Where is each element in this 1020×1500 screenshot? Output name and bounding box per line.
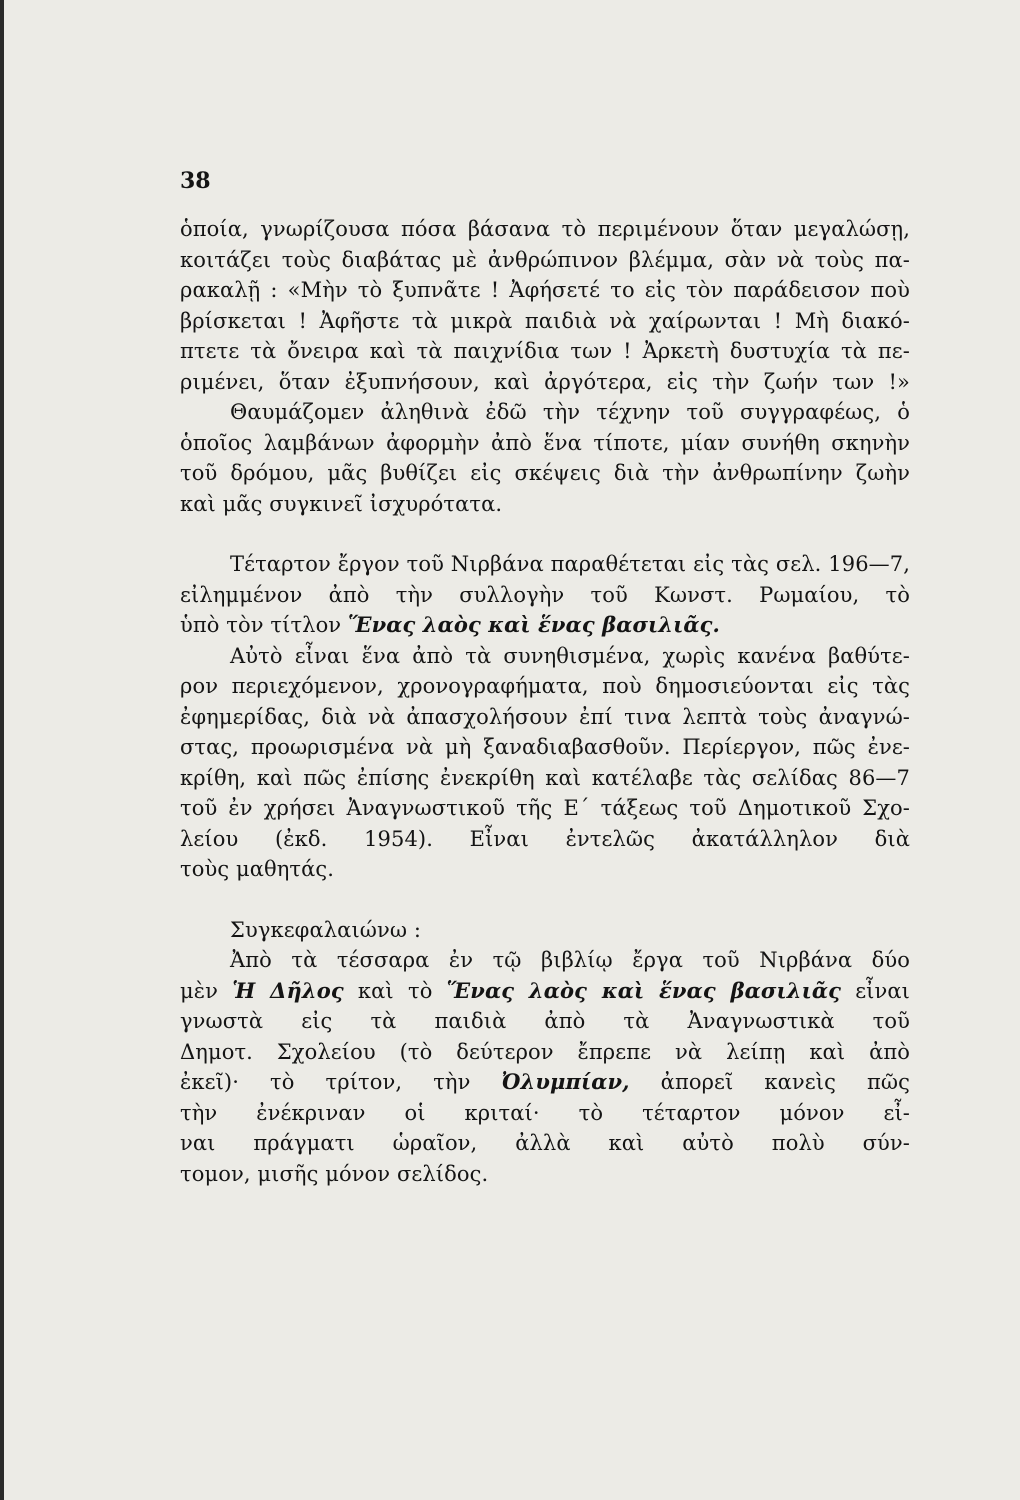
- work-title: Ἕνας λαὸς καὶ ἕνας βασιλιᾶς.: [347, 612, 720, 637]
- paragraph-gap: [180, 519, 910, 549]
- work-title: Ἡ Δῆλος: [232, 977, 344, 1003]
- page-body: [180, 214, 910, 1189]
- text-line: τοὺς μαθητάς.: [180, 857, 335, 881]
- text-line: κρίθη, καὶ πῶς ἐπίσης ἐνεκρίθη καὶ κατέλαβε τὰς σελίδας 86—7: [180, 765, 910, 790]
- text-line: τοῦ δρόμου, μᾶς βυθίζει εἰς σκέψεις διὰ τὴν ἀνθρωπίνην ζωὴν: [180, 461, 910, 485]
- line-segment: μὲν: [180, 978, 233, 1003]
- text-line: τομον, μισῆς μόνον σελίδος.: [180, 1161, 489, 1186]
- text-line: ὁποία, γνωρίζουσα πόσα βάσανα τὸ περιμένουν ὅταν μεγαλώσῃ,: [180, 217, 910, 241]
- text-line: ρον περιεχόμενον, χρονογραφήματα, ποὺ δημοσιεύονται εἰς τὰς: [180, 674, 910, 698]
- text-line: τὴν ἐνέκριναν οἱ κριταί· τὸ τέταρτον μόνον εἶ-: [180, 1100, 910, 1125]
- text-line: Τέταρτον ἔργον τοῦ Νιρβάνα παραθέτεται εἰς τὰς σελ. 196—7,: [230, 552, 910, 576]
- text-line: στας, προωρισμένα νὰ μὴ ξαναδιαβασθοῦν. Περίεργον, πῶς ἐνε-: [180, 735, 910, 759]
- text-line: τοῦ ἐν χρήσει Ἀναγνωστικοῦ τῆς Ε΄ τάξεως τοῦ Δημοτικοῦ Σχο-: [180, 796, 910, 820]
- text-line: ὁποῖος λαμβάνων ἀφορμὴν ἀπὸ ἕνα τίποτε, μίαν συνήθη σκηνὴν: [180, 430, 910, 455]
- text-line: ναι πράγματι ὡραῖον, ἀλλὰ καὶ αὐτὸ πολὺ σύν-: [180, 1131, 910, 1155]
- line-segment: εἶναι: [840, 978, 910, 1003]
- text-line: καὶ μᾶς συγκινεῖ ἰσχυρότατα.: [180, 491, 503, 516]
- olympia-line: [180, 1067, 910, 1098]
- text-line: λείου (ἐκδ. 1954). Εἶναι ἐντελῶς ἀκατάλληλον διὰ: [180, 826, 910, 851]
- work-title: Ἕνας λαὸς καὶ ἕνας βασιλιᾶς: [446, 977, 841, 1003]
- work-title: Ὀλυμπίαν,: [501, 1069, 630, 1094]
- text-line: Αὐτὸ εἶναι ἕνα ἀπὸ τὰ συνηθισμένα, χωρὶς κανένα βαθύτε-: [230, 643, 910, 668]
- line-segment: καὶ τὸ: [343, 978, 447, 1003]
- scan-edge: [0, 0, 4, 1500]
- paragraph-gap: [180, 885, 910, 915]
- text-line: Ἀπὸ τὰ τέσσαρα ἐν τῷ βιβλίῳ ἔργα τοῦ Νιρβάνα δύο: [230, 948, 910, 972]
- text-line: Θαυμάζομεν ἀληθινὰ ἐδῶ τὴν τέχνην τοῦ συγγραφέως, ὁ: [230, 400, 910, 424]
- text-line: βρίσκεται ! Ἀφῆστε τὰ μικρὰ παιδιὰ νὰ χαίρωνται ! Μὴ διακό-: [180, 308, 910, 333]
- mixed-title-line: [180, 976, 910, 1007]
- text-line: ἐφημερίδας, διὰ νὰ ἀπασχολήσουν ἐπί τινα λεπτὰ τοὺς ἀναγνώ-: [180, 704, 910, 729]
- title-line-prefix: ὑπὸ τὸν τίτλον: [180, 613, 348, 637]
- text-line: Δημοτ. Σχολείου (τὸ δεύτερον ἔπρεπε νὰ λείπῃ καὶ ἀπὸ: [180, 1039, 910, 1064]
- text-line: πτετε τὰ ὄνειρα καὶ τὰ παιχνίδια των ! Ἀρκετὴ δυστυχία τὰ πε-: [180, 339, 910, 363]
- page-number: 38: [180, 168, 211, 194]
- text-line: Συγκεφαλαιώνω :: [230, 917, 422, 942]
- text-line: ριμένει, ὅταν ἐξυπνήσουν, καὶ ἀργότερα, εἰς τὴν ζωήν των !»: [180, 369, 910, 394]
- title-line: [180, 610, 910, 641]
- text-line: κοιτάζει τοὺς διαβάτας μὲ ἀνθρώπινον βλέμμα, σὰν νὰ τοὺς πα-: [180, 247, 910, 272]
- text-line: εἰλημμένον ἀπὸ τὴν συλλογὴν τοῦ Κωνστ. Ρωμαίου, τὸ: [180, 582, 910, 607]
- text-line: ρακαλῇ : «Μὴν τὸ ξυπνᾶτε ! Ἀφήσετέ το εἰς τὸν παράδεισον ποὺ: [180, 278, 910, 302]
- line-segment: ἀπορεῖ κανεὶς πῶς: [629, 1070, 911, 1094]
- text-line: γνωστὰ εἰς τὰ παιδιὰ ἀπὸ τὰ Ἀναγνωστικὰ τοῦ: [180, 1009, 910, 1033]
- line-segment: ἐκεῖ)· τὸ τρίτον, τὴν: [180, 1070, 502, 1094]
